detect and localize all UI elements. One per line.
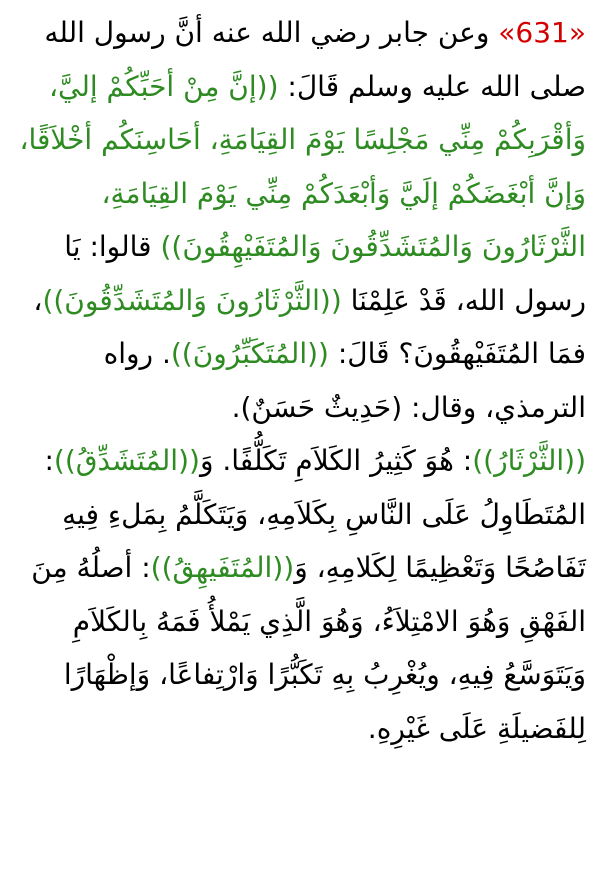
hadith-quote-known: ((الثَّرْثَارُونَ وَالمُتَشَدِّقُونَ)) — [42, 283, 342, 317]
definition-mutafayhiq: : أصلُهُ مِنَ الفَهْقِ وَهُوَ الامْتِلاَءُ، وَهُوَ الَّذِي يَمْلأُ فَمَهُ بِالكَلاَمِ وَيَتَوَسَّعُ فِيهِ، ويُغْرِبُ بِهِ تَكَبُّرًا وَارْتِفاعًا، وَإظْهَارًا لِلفَضيلَةِ عَلَى غَيْرِهِ. — [31, 551, 586, 745]
term-mutashaddiq: ((المُتَشَدِّقُ)) — [53, 444, 200, 477]
definition-tharthar: : هُوَ كَثِيرُ الكَلاَمِ تَكَلُّفًا. وَ — [199, 444, 473, 477]
hadith-number: «631» — [498, 16, 586, 49]
term-tharthar: ((الثَّرْثَارُ)) — [472, 444, 586, 477]
companions-said: قالوا: يَا رسول الله، قَدْ عَلِمْنَا — [64, 230, 586, 317]
hadith-paragraph — [10, 6, 586, 434]
hadith-narration: . رواه الترمذي، وقال: (حَدِيثٌ حَسَنٌ). — [103, 337, 586, 424]
definition-mutashaddiq: : المُتَطَاوِلُ عَلَى النَّاسِ بِكَلاَمِهِ، وَيَتَكَلَّمُ بِمَلءِ فِيهِ تَفَاصُحًا وَتَعْظِيمًا لِكَلامِهِ، وَ — [44, 444, 586, 584]
companions-question: ، فمَا المُتَفَيْهقُونَ؟ قَالَ: — [33, 283, 586, 370]
hadith-quote-answer: ((المُتَكَبِّرُونَ)) — [170, 337, 329, 370]
hadith-intro: وعن جابر رضي الله عنه أنَّ رسول الله صلى الله عليه وسلم قَالَ: — [44, 16, 586, 103]
term-mutafayhiq: ((المُتَفَيهِقُ)) — [150, 551, 295, 584]
explanation-paragraph — [10, 434, 586, 755]
hadith-quote-main: ((إنَّ مِنْ أحَبِّكُمْ إليَّ، وَأقْرَبِكُمْ مِنِّي مَجْلِسًا يَوْمَ القِيَامَةِ، أحَاسِنَكُم أخْلاَقًا، وَإنَّ أبْغَضَكُمْ إلَيَّ وَأبْعَدَكُمْ مِنِّي يَوْمَ القِيَامَةِ، الثَّرْثَارُونَ وَالمُتَشَدِّقُونَ وَالمُتَفَيْهِقُونَ)) — [19, 69, 586, 263]
